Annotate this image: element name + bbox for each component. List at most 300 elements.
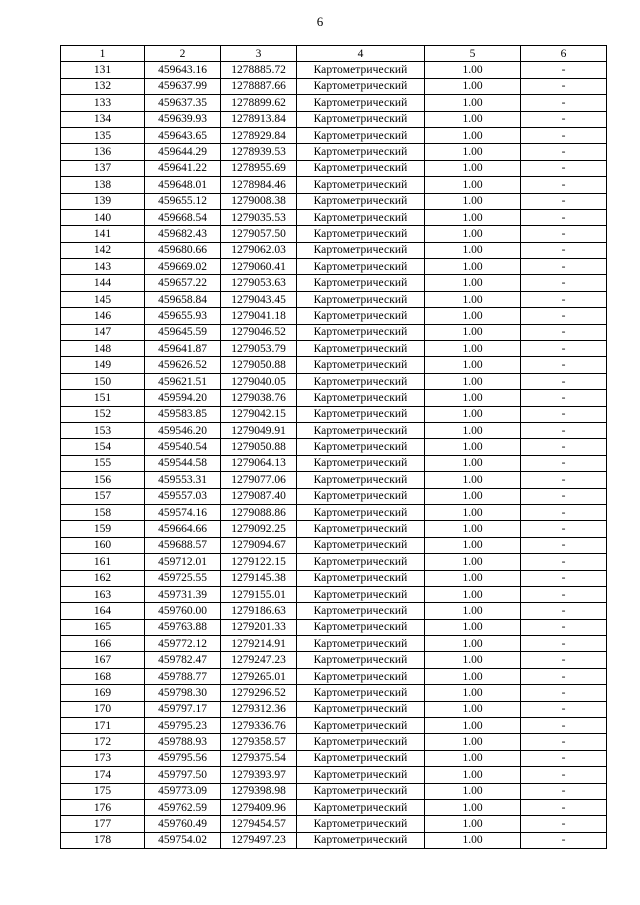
table-row [61, 439, 607, 455]
y-coordinate-cell: 1278887.66 [221, 78, 297, 94]
accuracy-cell: 1.00 [425, 603, 521, 619]
accuracy-cell: 1.00 [425, 422, 521, 438]
point-number-cell: 146 [61, 308, 145, 324]
note-cell: - [521, 619, 607, 635]
method-cell: Картометрический [297, 685, 425, 701]
x-coordinate-cell: 459798.30 [145, 685, 221, 701]
y-coordinate-cell: 1279043.45 [221, 291, 297, 307]
y-coordinate-cell: 1279053.63 [221, 275, 297, 291]
y-coordinate-cell: 1279247.23 [221, 652, 297, 668]
y-coordinate-cell: 1279186.63 [221, 603, 297, 619]
table-row [61, 488, 607, 504]
note-cell: - [521, 767, 607, 783]
point-number-cell: 149 [61, 357, 145, 373]
y-coordinate-cell: 1279060.41 [221, 259, 297, 275]
table-row [61, 685, 607, 701]
note-cell: - [521, 472, 607, 488]
accuracy-cell: 1.00 [425, 259, 521, 275]
y-coordinate-cell: 1279375.54 [221, 750, 297, 766]
note-cell: - [521, 799, 607, 815]
note-cell: - [521, 259, 607, 275]
point-number-cell: 142 [61, 242, 145, 258]
x-coordinate-cell: 459557.03 [145, 488, 221, 504]
method-cell: Картометрический [297, 209, 425, 225]
column-header-3: 3 [221, 46, 297, 62]
accuracy-cell: 1.00 [425, 537, 521, 553]
method-cell: Картометрический [297, 406, 425, 422]
y-coordinate-cell: 1279155.01 [221, 586, 297, 602]
note-cell: - [521, 439, 607, 455]
table-row [61, 127, 607, 143]
point-number-cell: 134 [61, 111, 145, 127]
note-cell: - [521, 783, 607, 799]
x-coordinate-cell: 459731.39 [145, 586, 221, 602]
table-row [61, 341, 607, 357]
note-cell: - [521, 291, 607, 307]
table-row [61, 406, 607, 422]
point-number-cell: 131 [61, 62, 145, 78]
y-coordinate-cell: 1278913.84 [221, 111, 297, 127]
point-number-cell: 139 [61, 193, 145, 209]
y-coordinate-cell: 1279145.38 [221, 570, 297, 586]
method-cell: Картометрический [297, 324, 425, 340]
accuracy-cell: 1.00 [425, 619, 521, 635]
table-row [61, 799, 607, 815]
table-row [61, 504, 607, 520]
y-coordinate-cell: 1279088.86 [221, 504, 297, 520]
table-row [61, 160, 607, 176]
method-cell: Картометрический [297, 537, 425, 553]
accuracy-cell: 1.00 [425, 783, 521, 799]
table-row [61, 242, 607, 258]
x-coordinate-cell: 459645.59 [145, 324, 221, 340]
point-number-cell: 132 [61, 78, 145, 94]
note-cell: - [521, 636, 607, 652]
y-coordinate-cell: 1279497.23 [221, 832, 297, 848]
y-coordinate-cell: 1279038.76 [221, 390, 297, 406]
x-coordinate-cell: 459637.35 [145, 95, 221, 111]
method-cell: Картометрический [297, 390, 425, 406]
table-row [61, 226, 607, 242]
y-coordinate-cell: 1279296.52 [221, 685, 297, 701]
y-coordinate-cell: 1279064.13 [221, 455, 297, 471]
point-number-cell: 157 [61, 488, 145, 504]
accuracy-cell: 1.00 [425, 291, 521, 307]
y-coordinate-cell: 1278899.62 [221, 95, 297, 111]
accuracy-cell: 1.00 [425, 718, 521, 734]
method-cell: Картометрический [297, 652, 425, 668]
x-coordinate-cell: 459797.17 [145, 701, 221, 717]
point-number-cell: 133 [61, 95, 145, 111]
accuracy-cell: 1.00 [425, 701, 521, 717]
accuracy-cell: 1.00 [425, 586, 521, 602]
table-row [61, 422, 607, 438]
method-cell: Картометрический [297, 586, 425, 602]
method-cell: Картометрический [297, 439, 425, 455]
accuracy-cell: 1.00 [425, 521, 521, 537]
point-number-cell: 169 [61, 685, 145, 701]
method-cell: Картометрический [297, 193, 425, 209]
note-cell: - [521, 701, 607, 717]
x-coordinate-cell: 459643.65 [145, 127, 221, 143]
x-coordinate-cell: 459762.59 [145, 799, 221, 815]
accuracy-cell: 1.00 [425, 193, 521, 209]
y-coordinate-cell: 1278885.72 [221, 62, 297, 78]
table-header-row [61, 46, 607, 62]
point-number-cell: 178 [61, 832, 145, 848]
accuracy-cell: 1.00 [425, 472, 521, 488]
note-cell: - [521, 521, 607, 537]
y-coordinate-cell: 1279057.50 [221, 226, 297, 242]
point-number-cell: 150 [61, 373, 145, 389]
x-coordinate-cell: 459788.77 [145, 668, 221, 684]
table-row [61, 537, 607, 553]
method-cell: Картометрический [297, 291, 425, 307]
note-cell: - [521, 242, 607, 258]
table-row [61, 455, 607, 471]
table-row [61, 750, 607, 766]
point-number-cell: 158 [61, 504, 145, 520]
note-cell: - [521, 160, 607, 176]
column-header-4: 4 [297, 46, 425, 62]
page-number: 6 [316, 14, 324, 29]
x-coordinate-cell: 459795.56 [145, 750, 221, 766]
table-row [61, 767, 607, 783]
x-coordinate-cell: 459664.66 [145, 521, 221, 537]
note-cell: - [521, 406, 607, 422]
table-row [61, 603, 607, 619]
point-number-cell: 170 [61, 701, 145, 717]
point-number-cell: 154 [61, 439, 145, 455]
y-coordinate-cell: 1279336.76 [221, 718, 297, 734]
point-number-cell: 164 [61, 603, 145, 619]
point-number-cell: 136 [61, 144, 145, 160]
x-coordinate-cell: 459682.43 [145, 226, 221, 242]
method-cell: Картометрический [297, 504, 425, 520]
x-coordinate-cell: 459546.20 [145, 422, 221, 438]
y-coordinate-cell: 1279035.53 [221, 209, 297, 225]
method-cell: Картометрический [297, 127, 425, 143]
point-number-cell: 168 [61, 668, 145, 684]
note-cell: - [521, 144, 607, 160]
point-number-cell: 144 [61, 275, 145, 291]
point-number-cell: 172 [61, 734, 145, 750]
x-coordinate-cell: 459553.31 [145, 472, 221, 488]
point-number-cell: 177 [61, 816, 145, 832]
accuracy-cell: 1.00 [425, 816, 521, 832]
table-row [61, 718, 607, 734]
y-coordinate-cell: 1279409.96 [221, 799, 297, 815]
y-coordinate-cell: 1278929.84 [221, 127, 297, 143]
table-row [61, 636, 607, 652]
y-coordinate-cell: 1279398.98 [221, 783, 297, 799]
method-cell: Картометрический [297, 750, 425, 766]
accuracy-cell: 1.00 [425, 390, 521, 406]
method-cell: Картометрический [297, 619, 425, 635]
note-cell: - [521, 718, 607, 734]
table-row [61, 144, 607, 160]
method-cell: Картометрический [297, 308, 425, 324]
y-coordinate-cell: 1279393.97 [221, 767, 297, 783]
note-cell: - [521, 832, 607, 848]
note-cell: - [521, 603, 607, 619]
x-coordinate-cell: 459797.50 [145, 767, 221, 783]
x-coordinate-cell: 459795.23 [145, 718, 221, 734]
point-number-cell: 163 [61, 586, 145, 602]
y-coordinate-cell: 1279265.01 [221, 668, 297, 684]
x-coordinate-cell: 459655.12 [145, 193, 221, 209]
point-number-cell: 135 [61, 127, 145, 143]
method-cell: Картометрический [297, 111, 425, 127]
accuracy-cell: 1.00 [425, 127, 521, 143]
point-number-cell: 138 [61, 177, 145, 193]
x-coordinate-cell: 459788.93 [145, 734, 221, 750]
point-number-cell: 155 [61, 455, 145, 471]
y-coordinate-cell: 1279454.57 [221, 816, 297, 832]
x-coordinate-cell: 459655.93 [145, 308, 221, 324]
table-row [61, 111, 607, 127]
note-cell: - [521, 78, 607, 94]
table-row [61, 783, 607, 799]
note-cell: - [521, 504, 607, 520]
accuracy-cell: 1.00 [425, 504, 521, 520]
y-coordinate-cell: 1279041.18 [221, 308, 297, 324]
x-coordinate-cell: 459644.29 [145, 144, 221, 160]
x-coordinate-cell: 459641.87 [145, 341, 221, 357]
table-row [61, 668, 607, 684]
point-number-cell: 166 [61, 636, 145, 652]
point-number-cell: 153 [61, 422, 145, 438]
x-coordinate-cell: 459773.09 [145, 783, 221, 799]
table-row [61, 373, 607, 389]
note-cell: - [521, 209, 607, 225]
table-row [61, 619, 607, 635]
accuracy-cell: 1.00 [425, 750, 521, 766]
x-coordinate-cell: 459712.01 [145, 554, 221, 570]
note-cell: - [521, 357, 607, 373]
accuracy-cell: 1.00 [425, 209, 521, 225]
table-row [61, 177, 607, 193]
method-cell: Картометрический [297, 341, 425, 357]
table-row [61, 78, 607, 94]
point-number-cell: 160 [61, 537, 145, 553]
y-coordinate-cell: 1278984.46 [221, 177, 297, 193]
method-cell: Картометрический [297, 78, 425, 94]
note-cell: - [521, 324, 607, 340]
table-row [61, 734, 607, 750]
method-cell: Картометрический [297, 177, 425, 193]
table-row [61, 832, 607, 848]
note-cell: - [521, 537, 607, 553]
point-number-cell: 156 [61, 472, 145, 488]
y-coordinate-cell: 1279087.40 [221, 488, 297, 504]
coordinates-table [60, 45, 607, 849]
note-cell: - [521, 816, 607, 832]
point-number-cell: 176 [61, 799, 145, 815]
method-cell: Картометрический [297, 275, 425, 291]
point-number-cell: 161 [61, 554, 145, 570]
y-coordinate-cell: 1279201.33 [221, 619, 297, 635]
method-cell: Картометрический [297, 832, 425, 848]
table-row [61, 308, 607, 324]
point-number-cell: 167 [61, 652, 145, 668]
method-cell: Картометрический [297, 799, 425, 815]
x-coordinate-cell: 459574.16 [145, 504, 221, 520]
note-cell: - [521, 111, 607, 127]
point-number-cell: 151 [61, 390, 145, 406]
table-row [61, 472, 607, 488]
table-row [61, 816, 607, 832]
method-cell: Картометрический [297, 554, 425, 570]
accuracy-cell: 1.00 [425, 832, 521, 848]
method-cell: Картометрический [297, 144, 425, 160]
note-cell: - [521, 341, 607, 357]
x-coordinate-cell: 459668.54 [145, 209, 221, 225]
accuracy-cell: 1.00 [425, 308, 521, 324]
accuracy-cell: 1.00 [425, 668, 521, 684]
x-coordinate-cell: 459540.54 [145, 439, 221, 455]
method-cell: Картометрический [297, 636, 425, 652]
x-coordinate-cell: 459782.47 [145, 652, 221, 668]
note-cell: - [521, 570, 607, 586]
accuracy-cell: 1.00 [425, 62, 521, 78]
note-cell: - [521, 177, 607, 193]
y-coordinate-cell: 1279094.67 [221, 537, 297, 553]
y-coordinate-cell: 1279008.38 [221, 193, 297, 209]
column-header-1: 1 [61, 46, 145, 62]
accuracy-cell: 1.00 [425, 95, 521, 111]
method-cell: Картометрический [297, 734, 425, 750]
accuracy-cell: 1.00 [425, 177, 521, 193]
y-coordinate-cell: 1278955.69 [221, 160, 297, 176]
point-number-cell: 174 [61, 767, 145, 783]
x-coordinate-cell: 459657.22 [145, 275, 221, 291]
note-cell: - [521, 750, 607, 766]
y-coordinate-cell: 1279042.15 [221, 406, 297, 422]
y-coordinate-cell: 1278939.53 [221, 144, 297, 160]
x-coordinate-cell: 459641.22 [145, 160, 221, 176]
table-row [61, 554, 607, 570]
table-row [61, 390, 607, 406]
accuracy-cell: 1.00 [425, 799, 521, 815]
accuracy-cell: 1.00 [425, 144, 521, 160]
x-coordinate-cell: 459669.02 [145, 259, 221, 275]
x-coordinate-cell: 459621.51 [145, 373, 221, 389]
note-cell: - [521, 62, 607, 78]
y-coordinate-cell: 1279049.91 [221, 422, 297, 438]
accuracy-cell: 1.00 [425, 357, 521, 373]
y-coordinate-cell: 1279053.79 [221, 341, 297, 357]
method-cell: Картометрический [297, 668, 425, 684]
x-coordinate-cell: 459658.84 [145, 291, 221, 307]
method-cell: Картометрический [297, 373, 425, 389]
table-row [61, 291, 607, 307]
table-row [61, 324, 607, 340]
note-cell: - [521, 685, 607, 701]
x-coordinate-cell: 459760.49 [145, 816, 221, 832]
table-row [61, 62, 607, 78]
point-number-cell: 140 [61, 209, 145, 225]
x-coordinate-cell: 459754.02 [145, 832, 221, 848]
point-number-cell: 165 [61, 619, 145, 635]
x-coordinate-cell: 459763.88 [145, 619, 221, 635]
y-coordinate-cell: 1279077.06 [221, 472, 297, 488]
method-cell: Картометрический [297, 226, 425, 242]
method-cell: Картометрический [297, 718, 425, 734]
table-row [61, 701, 607, 717]
note-cell: - [521, 373, 607, 389]
point-number-cell: 143 [61, 259, 145, 275]
table-row [61, 209, 607, 225]
x-coordinate-cell: 459680.66 [145, 242, 221, 258]
method-cell: Картометрический [297, 472, 425, 488]
method-cell: Картометрический [297, 357, 425, 373]
accuracy-cell: 1.00 [425, 275, 521, 291]
table-row [61, 193, 607, 209]
x-coordinate-cell: 459772.12 [145, 636, 221, 652]
x-coordinate-cell: 459583.85 [145, 406, 221, 422]
table-row [61, 259, 607, 275]
y-coordinate-cell: 1279312.36 [221, 701, 297, 717]
table-row [61, 652, 607, 668]
table-row [61, 586, 607, 602]
point-number-cell: 147 [61, 324, 145, 340]
y-coordinate-cell: 1279214.91 [221, 636, 297, 652]
accuracy-cell: 1.00 [425, 636, 521, 652]
method-cell: Картометрический [297, 570, 425, 586]
accuracy-cell: 1.00 [425, 78, 521, 94]
method-cell: Картометрический [297, 422, 425, 438]
point-number-cell: 137 [61, 160, 145, 176]
note-cell: - [521, 226, 607, 242]
table-body [61, 62, 607, 849]
accuracy-cell: 1.00 [425, 341, 521, 357]
y-coordinate-cell: 1279040.05 [221, 373, 297, 389]
column-header-5: 5 [425, 46, 521, 62]
accuracy-cell: 1.00 [425, 160, 521, 176]
point-number-cell: 162 [61, 570, 145, 586]
method-cell: Картометрический [297, 242, 425, 258]
note-cell: - [521, 308, 607, 324]
accuracy-cell: 1.00 [425, 488, 521, 504]
table-row [61, 570, 607, 586]
column-header-6: 6 [521, 46, 607, 62]
note-cell: - [521, 193, 607, 209]
note-cell: - [521, 586, 607, 602]
accuracy-cell: 1.00 [425, 767, 521, 783]
accuracy-cell: 1.00 [425, 685, 521, 701]
note-cell: - [521, 275, 607, 291]
accuracy-cell: 1.00 [425, 439, 521, 455]
accuracy-cell: 1.00 [425, 570, 521, 586]
column-header-2: 2 [145, 46, 221, 62]
point-number-cell: 171 [61, 718, 145, 734]
x-coordinate-cell: 459643.16 [145, 62, 221, 78]
x-coordinate-cell: 459637.99 [145, 78, 221, 94]
note-cell: - [521, 422, 607, 438]
method-cell: Картометрический [297, 603, 425, 619]
table-row [61, 521, 607, 537]
point-number-cell: 159 [61, 521, 145, 537]
method-cell: Картометрический [297, 767, 425, 783]
note-cell: - [521, 488, 607, 504]
accuracy-cell: 1.00 [425, 226, 521, 242]
accuracy-cell: 1.00 [425, 734, 521, 750]
method-cell: Картометрический [297, 783, 425, 799]
note-cell: - [521, 668, 607, 684]
point-number-cell: 173 [61, 750, 145, 766]
method-cell: Картометрический [297, 62, 425, 78]
